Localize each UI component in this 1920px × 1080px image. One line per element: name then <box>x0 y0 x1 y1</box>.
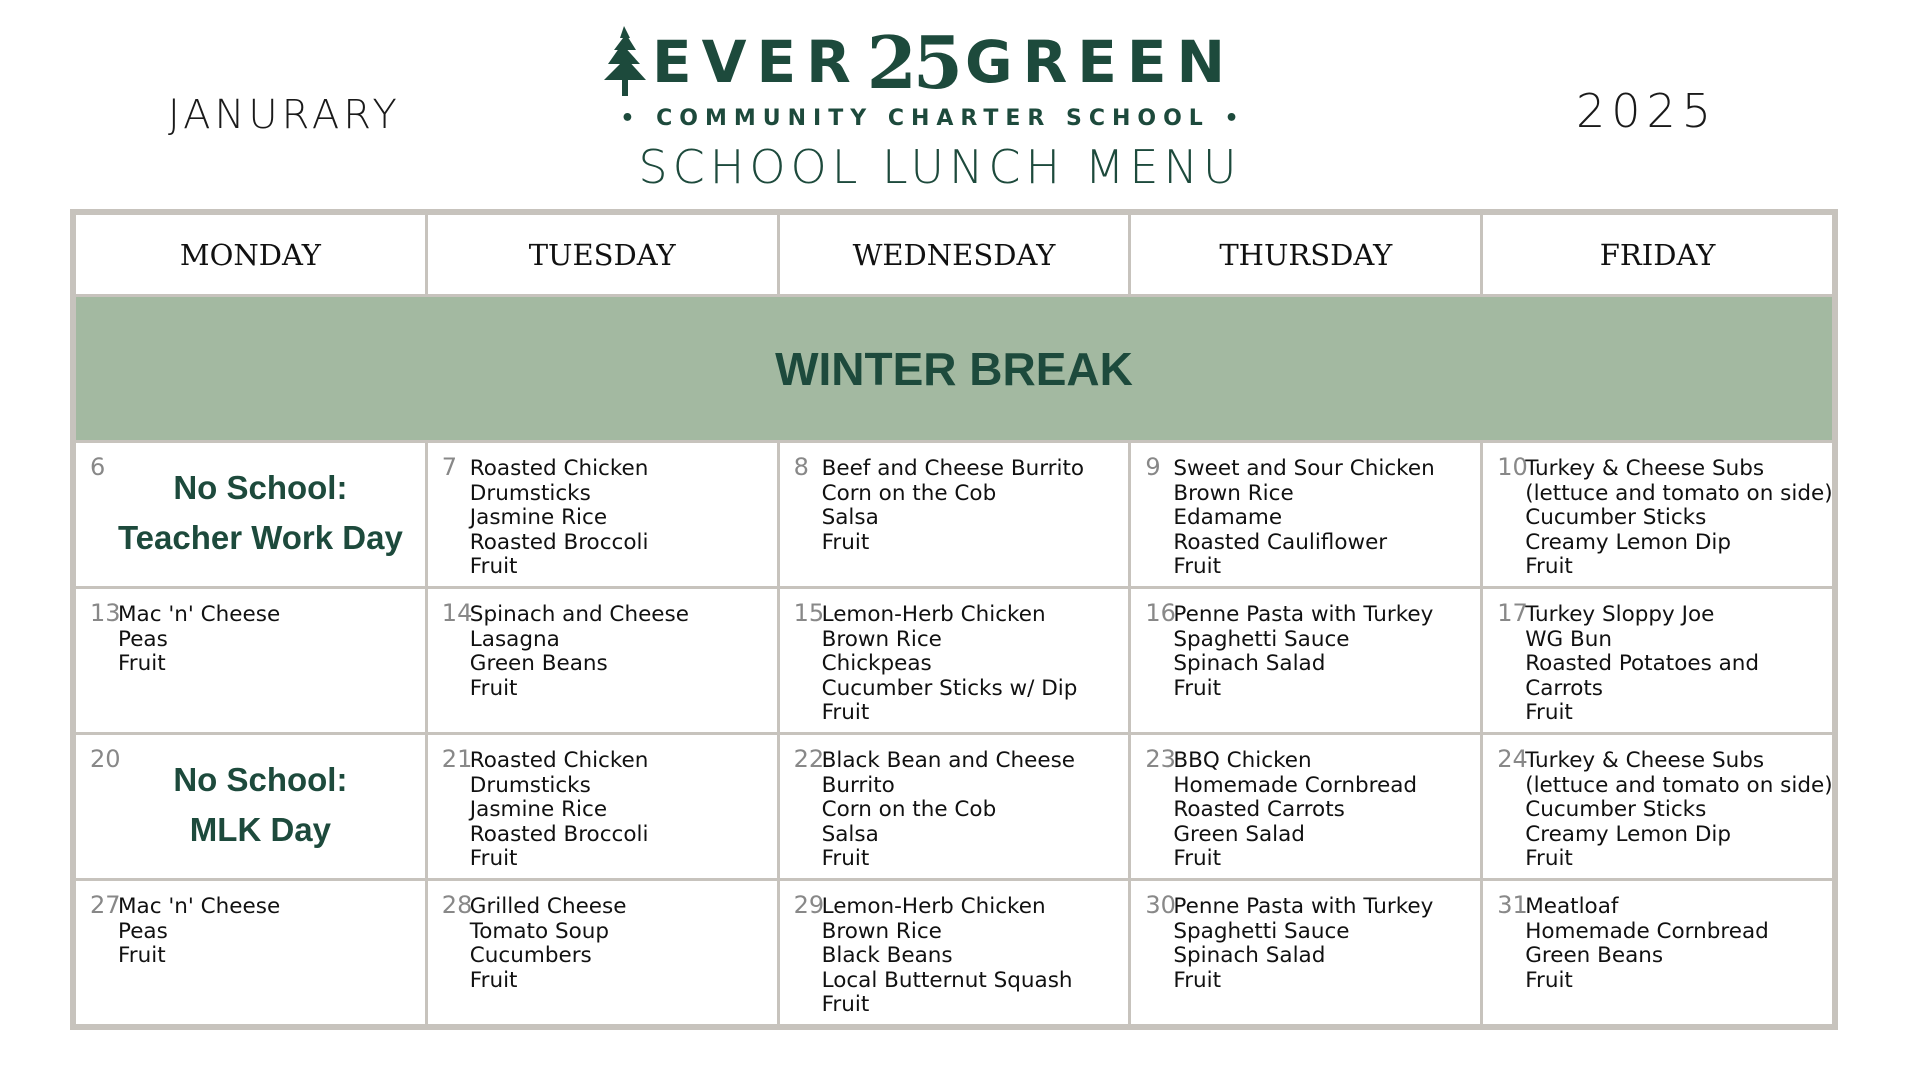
weekday-header-row <box>75 214 1834 296</box>
menu-item: Homemade Cornbread <box>1173 772 1418 798</box>
weekday-header: TUESDAY <box>426 214 778 296</box>
menu-items <box>1173 603 1433 701</box>
menu-item: Roasted Chicken <box>469 748 649 773</box>
day-cell <box>426 734 778 880</box>
day-cell <box>1130 880 1482 1026</box>
day-number: 31 <box>1497 891 1528 919</box>
menu-item: Green Beans <box>469 651 608 676</box>
menu-item: Fruit <box>1525 554 1573 579</box>
menu-item: Roasted Cauliflower <box>1173 529 1388 555</box>
menu-items <box>470 457 649 580</box>
menu-item: Fruit <box>1173 554 1222 579</box>
day-cell <box>1482 442 1834 588</box>
day-cell <box>1130 442 1482 588</box>
menu-item: Spinach Salad <box>1173 943 1326 968</box>
week-row <box>75 588 1834 734</box>
menu-items <box>822 895 1073 1018</box>
menu-item: Fruit <box>1525 846 1573 871</box>
menu-items <box>1525 603 1759 726</box>
menu-item: Lasagna <box>469 626 560 652</box>
menu-item: Burrito <box>821 772 895 798</box>
no-school-line: No School: <box>173 469 348 506</box>
week-row <box>75 442 1834 588</box>
menu-item: Fruit <box>1525 967 1573 993</box>
day-cell <box>75 588 427 734</box>
menu-item: Turkey Sloppy Joe <box>1525 602 1715 627</box>
menu-item: Fruit <box>1525 700 1573 725</box>
menu-item: Creamy Lemon Dip <box>1525 821 1732 847</box>
day-number: 23 <box>1145 745 1176 773</box>
menu-item: Corn on the Cob <box>821 797 997 822</box>
no-school-line: Teacher Work Day <box>117 519 403 556</box>
day-number: 28 <box>441 891 473 919</box>
day-number: 14 <box>441 599 473 627</box>
menu-items <box>1525 457 1832 580</box>
menu-item: Edamame <box>1173 505 1283 530</box>
menu-item: Carrots <box>1525 675 1603 701</box>
menu-items <box>470 749 649 872</box>
menu-item: Turkey & Cheese Subs <box>1525 456 1765 481</box>
menu-item: Brown Rice <box>821 626 942 652</box>
weekday-header: FRIDAY <box>1482 214 1834 296</box>
menu-item: BBQ Chicken <box>1173 748 1312 773</box>
menu-item: Beef and Cheese Burrito <box>821 456 1085 481</box>
page-title: SCHOOL LUNCH MENU <box>638 140 1242 194</box>
day-number: 29 <box>793 891 825 919</box>
menu-item: Salsa <box>821 505 879 530</box>
menu-items <box>1525 749 1832 872</box>
day-cell <box>1130 734 1482 880</box>
tree-icon <box>600 24 652 100</box>
logo-subtitle: • COMMUNITY CHARTER SCHOOL • <box>620 106 1246 131</box>
day-cell <box>1482 734 1834 880</box>
menu-item: Brown Rice <box>821 918 942 944</box>
day-cell <box>778 588 1130 734</box>
day-cell <box>778 880 1130 1026</box>
day-number: 8 <box>793 453 809 481</box>
menu-item: Fruit <box>1173 846 1222 871</box>
menu-item: Fruit <box>821 529 870 555</box>
weekday-header: MONDAY <box>75 214 427 296</box>
menu-item: Penne Pasta with Turkey <box>1173 602 1434 627</box>
menu-item: Black Bean and Cheese <box>821 748 1076 773</box>
winter-break-label: WINTER BREAK <box>775 342 1133 395</box>
menu-items <box>1173 749 1417 872</box>
menu-item: WG Bun <box>1525 626 1612 652</box>
day-cell <box>426 880 778 1026</box>
menu-item: Meatloaf <box>1525 894 1619 919</box>
menu-item: Cucumber Sticks <box>1525 505 1707 530</box>
menu-item: Spaghetti Sauce <box>1173 626 1350 652</box>
day-number: 15 <box>793 599 825 627</box>
menu-item: Mac 'n' Cheese <box>118 602 281 627</box>
menu-item: Jasmine Rice <box>469 505 608 530</box>
year-label: 2025 <box>1576 84 1718 138</box>
menu-item: Drumsticks <box>469 480 591 506</box>
menu-item: Peas <box>118 626 168 652</box>
menu-items <box>118 603 280 677</box>
day-number: 17 <box>1497 599 1528 627</box>
day-cell <box>75 880 427 1026</box>
winter-break-banner <box>75 296 1834 442</box>
menu-items <box>822 749 1075 872</box>
day-number: 6 <box>90 453 106 481</box>
menu-items <box>118 895 280 969</box>
menu-item: Fruit <box>118 651 166 676</box>
menu-item: Fruit <box>469 967 518 993</box>
menu-item: Cucumbers <box>469 943 592 968</box>
month-label: JANURARY <box>168 92 401 138</box>
no-school-line: No School: <box>173 761 348 798</box>
no-school-notice <box>96 463 425 563</box>
menu-items <box>1173 895 1433 993</box>
menu-item: Black Beans <box>821 943 953 968</box>
menu-item: Grilled Cheese <box>469 894 627 919</box>
school-logo <box>600 19 1280 137</box>
menu-item: Fruit <box>1173 675 1222 701</box>
day-cell <box>1482 880 1834 1026</box>
menu-item: (lettuce and tomato on side) <box>1525 480 1833 506</box>
day-number: 9 <box>1145 453 1161 481</box>
menu-item: Jasmine Rice <box>469 797 608 822</box>
menu-item: Cucumber Sticks <box>1525 797 1707 822</box>
menu-item: Tomato Soup <box>469 918 610 944</box>
day-cell <box>75 442 427 588</box>
menu-item: Salsa <box>821 821 879 847</box>
weekday-header: WEDNESDAY <box>778 214 1130 296</box>
day-cell <box>1482 588 1834 734</box>
menu-item: Peas <box>118 918 168 944</box>
menu-items <box>822 457 1084 555</box>
menu-item: Turkey & Cheese Subs <box>1525 748 1765 773</box>
menu-item: Roasted Carrots <box>1173 797 1345 822</box>
day-cell <box>1130 588 1482 734</box>
no-school-notice <box>96 755 425 855</box>
menu-item: Penne Pasta with Turkey <box>1173 894 1434 919</box>
day-cell <box>778 734 1130 880</box>
day-number: 24 <box>1497 745 1528 773</box>
menu-items <box>1173 457 1434 580</box>
menu-item: Roasted Potatoes and <box>1525 651 1760 676</box>
winter-break-row <box>75 296 1834 442</box>
logo-text-left: EVER <box>652 28 861 96</box>
menu-item: Lemon-Herb Chicken <box>821 894 1046 919</box>
menu-items <box>470 895 627 993</box>
menu-item: Drumsticks <box>469 772 591 798</box>
day-cell <box>426 588 778 734</box>
menu-item: Sweet and Sour Chicken <box>1173 456 1435 481</box>
menu-item: Mac 'n' Cheese <box>118 894 281 919</box>
menu-item: Roasted Broccoli <box>469 821 649 847</box>
menu-item: Roasted Broccoli <box>469 529 649 555</box>
day-number: 7 <box>441 453 458 481</box>
menu-item: Green Salad <box>1173 821 1305 847</box>
week-row <box>75 734 1834 880</box>
day-cell <box>75 734 427 880</box>
menu-item: Roasted Chicken <box>469 456 649 481</box>
menu-item: Corn on the Cob <box>821 480 997 506</box>
day-number: 10 <box>1497 453 1528 481</box>
day-number: 22 <box>793 745 825 773</box>
day-number: 21 <box>441 745 473 773</box>
menu-item: Brown Rice <box>1173 480 1294 506</box>
menu-item: Fruit <box>469 554 518 579</box>
menu-item: Fruit <box>118 943 166 968</box>
menu-item: Spinach Salad <box>1173 651 1326 676</box>
menu-item: Fruit <box>469 846 518 871</box>
menu-item: (lettuce and tomato on side) <box>1525 772 1833 798</box>
menu-item: Fruit <box>469 675 518 701</box>
menu-item: Fruit <box>821 846 870 871</box>
menu-item: Chickpeas <box>821 651 932 676</box>
menu-table <box>73 212 1835 1027</box>
menu-item: Spinach and Cheese <box>469 602 689 627</box>
logo-number: 25 <box>866 19 959 105</box>
menu-item: Fruit <box>821 992 870 1017</box>
menu-item: Spaghetti Sauce <box>1173 918 1350 944</box>
menu-item: Cucumber Sticks w/ Dip <box>821 675 1078 701</box>
menu-items <box>1525 895 1769 993</box>
logo-text-right: GREEN <box>965 28 1236 96</box>
day-cell <box>426 442 778 588</box>
day-number: 13 <box>90 599 121 627</box>
day-number: 20 <box>90 745 121 773</box>
no-school-line: MLK Day <box>189 811 331 848</box>
menu-item: Fruit <box>1173 967 1222 993</box>
menu-item: Local Butternut Squash <box>821 967 1073 993</box>
menu-calendar <box>70 209 1838 1030</box>
menu-items <box>470 603 689 701</box>
day-number: 27 <box>90 891 121 919</box>
menu-items <box>822 603 1078 726</box>
menu-item: Creamy Lemon Dip <box>1525 529 1732 555</box>
menu-item: Homemade Cornbread <box>1525 918 1769 944</box>
menu-item: Lemon-Herb Chicken <box>821 602 1046 627</box>
day-number: 30 <box>1145 891 1176 919</box>
menu-item: Green Beans <box>1525 943 1664 968</box>
week-row <box>75 880 1834 1026</box>
day-number: 16 <box>1145 599 1176 627</box>
day-cell <box>778 442 1130 588</box>
weekday-header: THURSDAY <box>1130 214 1482 296</box>
menu-item: Fruit <box>821 700 870 725</box>
